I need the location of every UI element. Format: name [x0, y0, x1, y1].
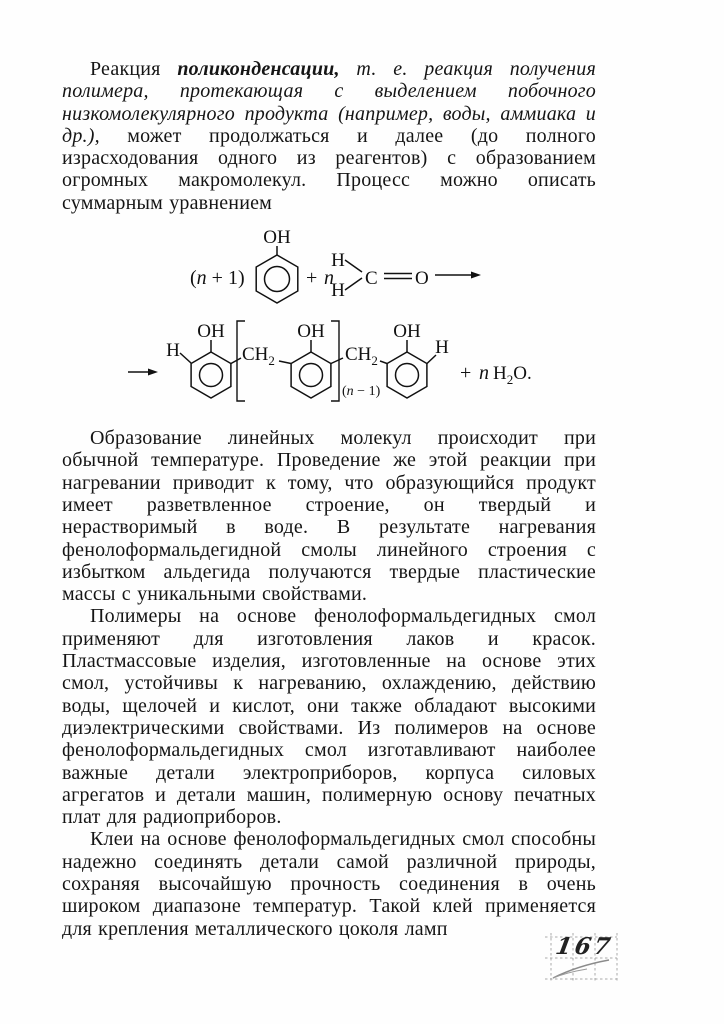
ch2-ring-bond: [380, 361, 387, 364]
h-ring-bond: [180, 353, 191, 363]
page-number-block: [543, 931, 619, 983]
reaction-equation-line1: [178, 223, 498, 307]
benzene-ring-1: [191, 352, 231, 398]
plus-sign: +: [460, 362, 472, 385]
plus-sign: +: [306, 267, 318, 290]
paragraph-adhesives: Клеи на основе фенолоформальдегидных смол способны надежно соединять детали самой различной природы, сохраняя высочайшую прочность соединения в очень широком диапазоне температур. Такой клей применяется для крепления металлического цоколя ламп: [62, 828, 596, 940]
o-atom: O: [415, 268, 429, 290]
definition-italic: т. е. реакция получения полимера, протекающая с выделением побочного низкомолекулярного продукта (например, воды, аммиака и др.),: [62, 58, 596, 147]
coefficient-n: n: [479, 362, 489, 385]
oh-label-2: OH: [297, 321, 325, 343]
ch2-group-2: $CH_2$: [345, 344, 378, 369]
ch2-group-1: $CH_2$: [242, 344, 275, 369]
water-formula: $H_2O$.: [493, 363, 532, 388]
paragraph-applications: Полимеры на основе фенолоформальдегидных смол применяют для изготовления лаков и красок. Пластмассовые изделия, изготовленные на основе этих смол, устойчивы к нагреванию, охлаждению, действию воды, щелочей и кислот, они также обладают высокими диэлектрическими свойствами. Из полимеров на основе фенолоформальдегидных смол изготавливают наиболее важные детали электроприборов, корпуса силовых агрегатов и детали машин, полимерную основу печатных плат для радиоприборов.: [62, 605, 596, 829]
h-atom-top: H: [331, 250, 345, 272]
reaction-arrow: [435, 272, 481, 279]
ring-ch2-bond: [231, 358, 241, 364]
reaction-arrow: [128, 369, 158, 376]
oh-label-3: OH: [393, 321, 421, 343]
benzene-ring-3: [387, 352, 427, 398]
reaction-equation-line2: [95, 307, 555, 411]
h-atom-left: H: [166, 340, 180, 362]
benzene-ring-phenol: [256, 255, 298, 303]
ch-bond-bottom: [345, 278, 362, 290]
repeat-index-n-minus-1: (n − 1): [342, 384, 381, 400]
paragraph-linear-molecules: Образование линейных молекул происходит при обычной температуре. Проведение же этой реакции при нагревании приводит к тому, что образующийся продукт имеет разветвленное строение, он твердый и нерастворимый в воде. В результате нагревания фенолоформальдегидной смолы линейного строения с избытком альдегида получаются твердые пластические массы с уникальными свойствами.: [62, 427, 596, 606]
oh-label: OH: [263, 227, 291, 249]
c-atom: C: [365, 268, 378, 290]
paragraph-polycondensation-intro: [62, 58, 596, 214]
text-column: [62, 58, 596, 940]
benzene-ring-2: [291, 352, 331, 398]
ring-ch2-bond: [331, 358, 343, 364]
term-polycondensation: поликонденсации,: [177, 58, 340, 80]
page-number: 167: [553, 933, 616, 960]
intro-regular-1: Реакция: [90, 58, 178, 80]
h-atom-right: H: [435, 337, 449, 359]
coefficient-n: n: [324, 267, 334, 290]
ch2-ring-bond: [279, 361, 291, 364]
oh-label-1: OH: [197, 321, 225, 343]
intro-regular-2: может продолжаться и далее (до полного израсходования одного из реагентов) с образованием огромных макромолекул. Процесс можно описать суммарным уравнением: [62, 124, 596, 214]
coefficient-n-plus-1: (n + 1): [190, 267, 245, 290]
ch-bond-top: [345, 260, 362, 272]
h-atom-bottom: H: [331, 280, 345, 302]
